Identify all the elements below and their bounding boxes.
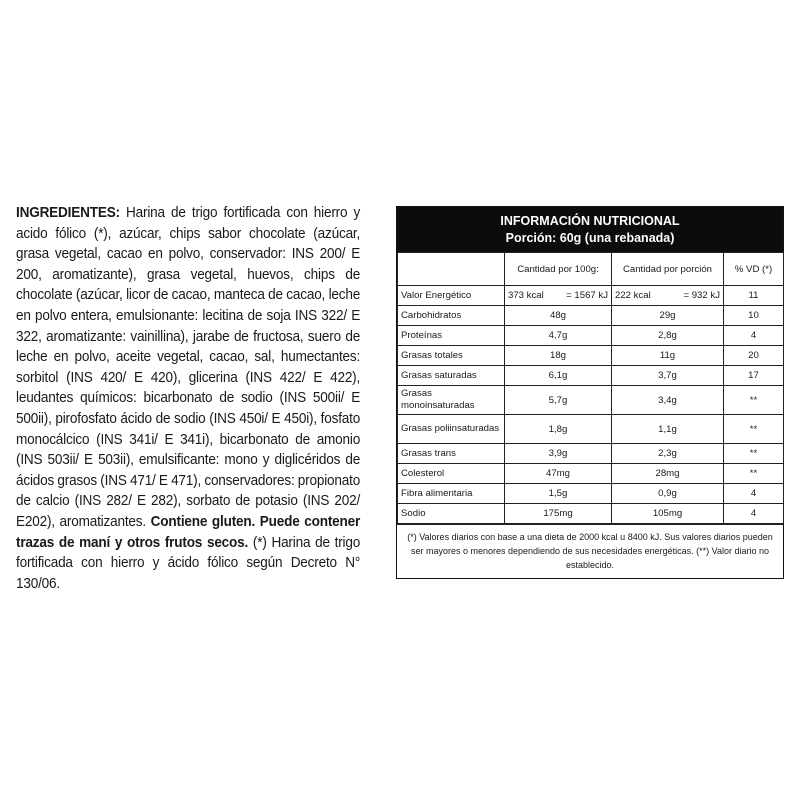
nutrient-name: Grasas totales	[398, 346, 505, 366]
energy-kj-100g: = 1567 kJ	[566, 290, 608, 301]
energy-vd: 11	[724, 286, 784, 306]
nutrient-vd: 17	[724, 366, 784, 386]
nutrient-per100g: 5,7g	[505, 386, 612, 415]
nutrient-name: Sodio	[398, 504, 505, 524]
column-header-per100g: Cantidad por 100g:	[505, 253, 612, 286]
column-header-vd: % VD (*)	[724, 253, 784, 286]
nutrient-per-portion: 3,4g	[612, 386, 724, 415]
nutrient-vd: 4	[724, 484, 784, 504]
nutrition-table	[396, 206, 784, 579]
nutrient-row	[398, 386, 784, 415]
nutrient-vd: 4	[724, 326, 784, 346]
nutrient-per100g: 6,1g	[505, 366, 612, 386]
nutrient-row	[398, 444, 784, 464]
nutrient-per-portion: 2,8g	[612, 326, 724, 346]
ingredients-label: INGREDIENTES:	[16, 205, 120, 221]
energy-kcal-portion: 222 kcal	[615, 290, 651, 301]
nutrient-name: Grasas saturadas	[398, 366, 505, 386]
nutrient-vd: **	[724, 444, 784, 464]
nutrition-footnote: (*) Valores diarios con base a una dieta de 2000 kcal u 8400 kJ. Sus valores diarios pueden ser mayores o menores dependiendo de sus necesidades energéticas. (**) Valor diario no establecido.	[397, 524, 783, 578]
energy-per-portion	[612, 286, 724, 306]
nutrient-name: Carbohidratos	[398, 306, 505, 326]
nutrient-name: Proteínas	[398, 326, 505, 346]
nutrition-grid	[397, 252, 784, 524]
nutrient-per-portion: 0,9g	[612, 484, 724, 504]
nutrient-per100g: 175mg	[505, 504, 612, 524]
nutrient-per100g: 3,9g	[505, 444, 612, 464]
energy-per100g	[505, 286, 612, 306]
nutrient-row	[398, 326, 784, 346]
nutrient-vd: 4	[724, 504, 784, 524]
nutrient-row	[398, 484, 784, 504]
nutrient-vd: **	[724, 386, 784, 415]
nutrient-row	[398, 346, 784, 366]
nutrient-per-portion: 1,1g	[612, 415, 724, 444]
nutrient-vd: **	[724, 415, 784, 444]
nutrient-per-portion: 11g	[612, 346, 724, 366]
nutrition-header	[397, 207, 783, 252]
nutrient-vd: **	[724, 464, 784, 484]
nutrient-row	[398, 504, 784, 524]
nutrient-name: Colesterol	[398, 464, 505, 484]
nutrient-name: Grasas monoinsaturadas	[398, 386, 505, 415]
column-header-row	[398, 253, 784, 286]
nutrition-title: INFORMACIÓN NUTRICIONAL	[500, 213, 680, 228]
nutrient-row	[398, 415, 784, 444]
allergen-warning: Contiene gluten. Puede contener trazas de maní y otros frutos secos.	[16, 513, 361, 551]
nutrient-per100g: 48g	[505, 306, 612, 326]
nutrient-per100g: 18g	[505, 346, 612, 366]
nutrient-row	[398, 306, 784, 326]
nutrient-row	[398, 464, 784, 484]
ingredients-paragraph	[16, 203, 360, 594]
column-header-per-portion: Cantidad por porción	[612, 253, 724, 286]
energy-kj-portion: = 932 kJ	[683, 290, 720, 301]
nutrient-per100g: 47mg	[505, 464, 612, 484]
nutrient-per100g: 4,7g	[505, 326, 612, 346]
energy-kcal-100g: 373 kcal	[508, 290, 544, 301]
energy-label: Valor Energético	[398, 286, 505, 306]
nutrient-name: Fibra alimentaria	[398, 484, 505, 504]
nutrient-per-portion: 3,7g	[612, 366, 724, 386]
nutrient-vd: 20	[724, 346, 784, 366]
nutrient-per-portion: 2,3g	[612, 444, 724, 464]
nutrient-per-portion: 105mg	[612, 504, 724, 524]
nutrient-per-portion: 28mg	[612, 464, 724, 484]
energy-row	[398, 286, 784, 306]
nutrition-portion: Porción: 60g (una rebanada)	[505, 230, 675, 245]
nutrient-name: Grasas trans	[398, 444, 505, 464]
nutrient-per-portion: 29g	[612, 306, 724, 326]
nutrient-vd: 10	[724, 306, 784, 326]
nutrient-name: Grasas poliinsaturadas	[398, 415, 505, 444]
nutrient-per100g: 1,8g	[505, 415, 612, 444]
ingredients-text: Harina de trigo fortificada con hierro y acido fólico (*), azúcar, chips sabor chocolate (azúcar, grasa vegetal, cacao en polvo, conservador: INS 200/ E 200, aromatizante), grasa vegetal, huevos, chips de chocolate (azúcar, licor de cacao, manteca de cacao, leche en polvo entera, emulsionante: lecitina de soja INS 322/ E 322, aromatizante: vainillina), jarabe de fructosa, suero de leche en polvo, aceite vegetal, cacao, sal, humectantes: sorbitol (INS 420/ E 420), glicerina (INS 422/ E 422), leudantes químicos: bicarbonato de sodio (INS 500ii/ E 500ii), pirofosfato ácido de sodio (INS 450i/ E 450i), fosfato monocálcico (INS 341i/ E 341i), bicarbonato de amonio (INS 503ii/ E 503ii), emulsificante: mono y diglicéridos de ácidos grasos (INS 471/ E 471), conservadores: propionato de calcio (INS 282/ E 282), sorbato de potasio (INS 202/ E202), aromatizantes.	[16, 205, 361, 530]
column-header-empty	[398, 253, 505, 286]
nutrient-per100g: 1,5g	[505, 484, 612, 504]
nutrient-row	[398, 366, 784, 386]
ingredients-footnote: (*) Harina de trigo fortificada con hierro y ácido fólico según Decreto N° 130/06.	[16, 534, 361, 592]
